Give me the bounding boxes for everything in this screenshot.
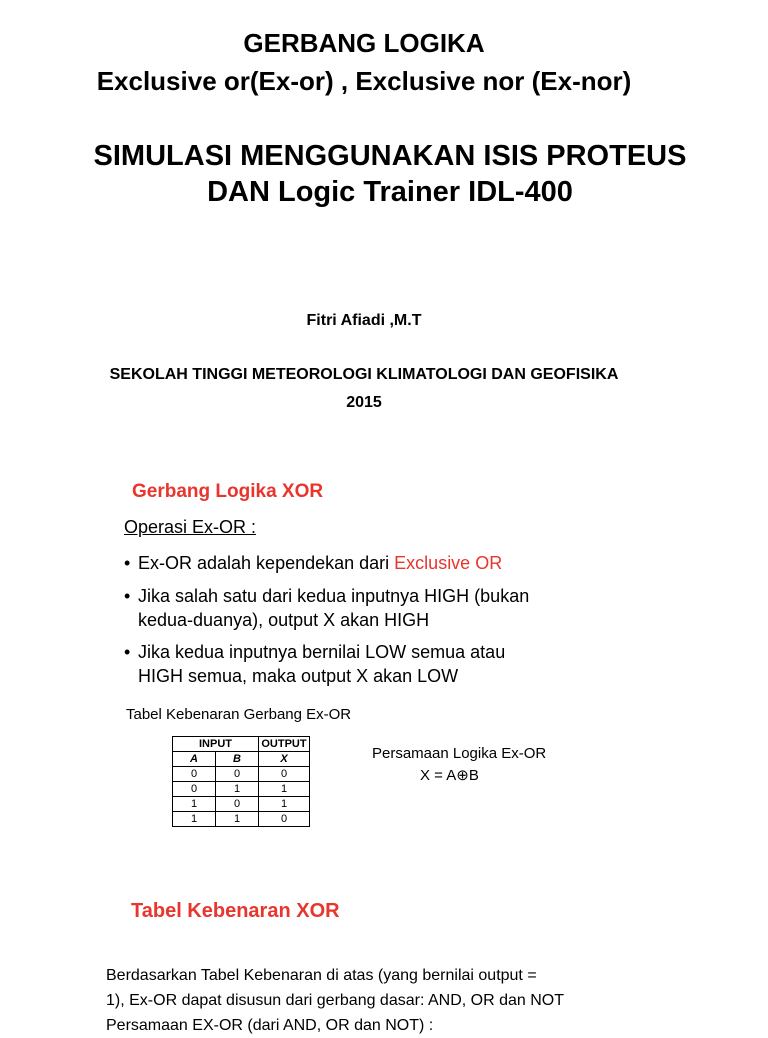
table-header-row xyxy=(173,737,310,752)
equation-formula: X = A⊕B xyxy=(420,767,479,784)
bullet-icon: • xyxy=(124,586,131,606)
bullet-icon: • xyxy=(124,642,131,662)
cell: 0 xyxy=(259,812,310,827)
bullet1-text: Ex-OR adalah kependekan dari xyxy=(138,553,395,573)
simulation-title-line2: DAN Logic Trainer IDL-400 xyxy=(207,176,573,208)
paragraph-line: Berdasarkan Tabel Kebenaran di atas (yang bernilai output = xyxy=(106,967,537,984)
bullet-item-definition xyxy=(124,551,644,575)
cell: 1 xyxy=(173,812,216,827)
cell: 0 xyxy=(173,782,216,797)
publication-year: 2015 xyxy=(346,394,382,411)
bullet-item-high-rule xyxy=(124,584,644,632)
xor-table-section-title: Tabel Kebenaran XOR xyxy=(131,900,340,922)
table-row xyxy=(173,812,310,827)
cell: 0 xyxy=(173,767,216,782)
paragraph-line: Persamaan EX-OR (dari AND, OR dan NOT) : xyxy=(106,1017,434,1034)
table-row xyxy=(173,767,310,782)
simulation-title-line1: SIMULASI MENGGUNAKAN ISIS PROTEUS xyxy=(93,140,687,172)
bullet3-line1: Jika kedua inputnya bernilai LOW semua atau xyxy=(138,642,506,662)
equation-caption: Persamaan Logika Ex-OR xyxy=(372,745,547,762)
cell: 0 xyxy=(216,797,259,812)
cell: 1 xyxy=(259,797,310,812)
bullet2-line2: kedua-duanya), output X akan HIGH xyxy=(138,610,430,630)
cell: 0 xyxy=(259,767,310,782)
header-input: INPUT xyxy=(173,737,259,752)
bullet-icon: • xyxy=(124,553,131,573)
paragraph-line: 1), Ex-OR dapat disusun dari gerbang dasar: AND, OR dan NOT xyxy=(106,992,564,1009)
col-a: A xyxy=(173,752,216,767)
cell: 1 xyxy=(259,782,310,797)
bullet1-highlight: Exclusive OR xyxy=(394,553,503,573)
bullet-item-low-rule xyxy=(124,640,644,688)
truth-table-caption: Tabel Kebenaran Gerbang Ex-OR xyxy=(126,706,352,723)
table-row xyxy=(173,797,310,812)
cell: 0 xyxy=(216,767,259,782)
col-b: B xyxy=(216,752,259,767)
cell: 1 xyxy=(216,812,259,827)
table-row xyxy=(173,782,310,797)
document-subtitle: Exclusive or(Ex-or) , Exclusive nor (Ex-nor) xyxy=(96,66,632,96)
document-title: GERBANG LOGIKA xyxy=(243,28,485,58)
explanation-paragraph xyxy=(106,963,706,1038)
author-name: Fitri Afiadi ,M.T xyxy=(306,312,422,329)
header-output: OUTPUT xyxy=(259,737,310,752)
bullet2-line1: Jika salah satu dari kedua inputnya HIGH (bukan xyxy=(138,586,530,606)
bullet3-line2: HIGH semua, maka output X akan LOW xyxy=(138,666,459,686)
truth-table xyxy=(172,736,310,827)
cell: 1 xyxy=(173,797,216,812)
operation-label: Operasi Ex-OR : xyxy=(124,517,257,537)
xor-section-title: Gerbang Logika XOR xyxy=(132,481,324,502)
col-x: X xyxy=(259,752,310,767)
table-subheader-row xyxy=(173,752,310,767)
cell: 1 xyxy=(216,782,259,797)
institution-name: SEKOLAH TINGGI METEOROLOGI KLIMATOLOGI DAN GEOFISIKA xyxy=(109,366,619,383)
